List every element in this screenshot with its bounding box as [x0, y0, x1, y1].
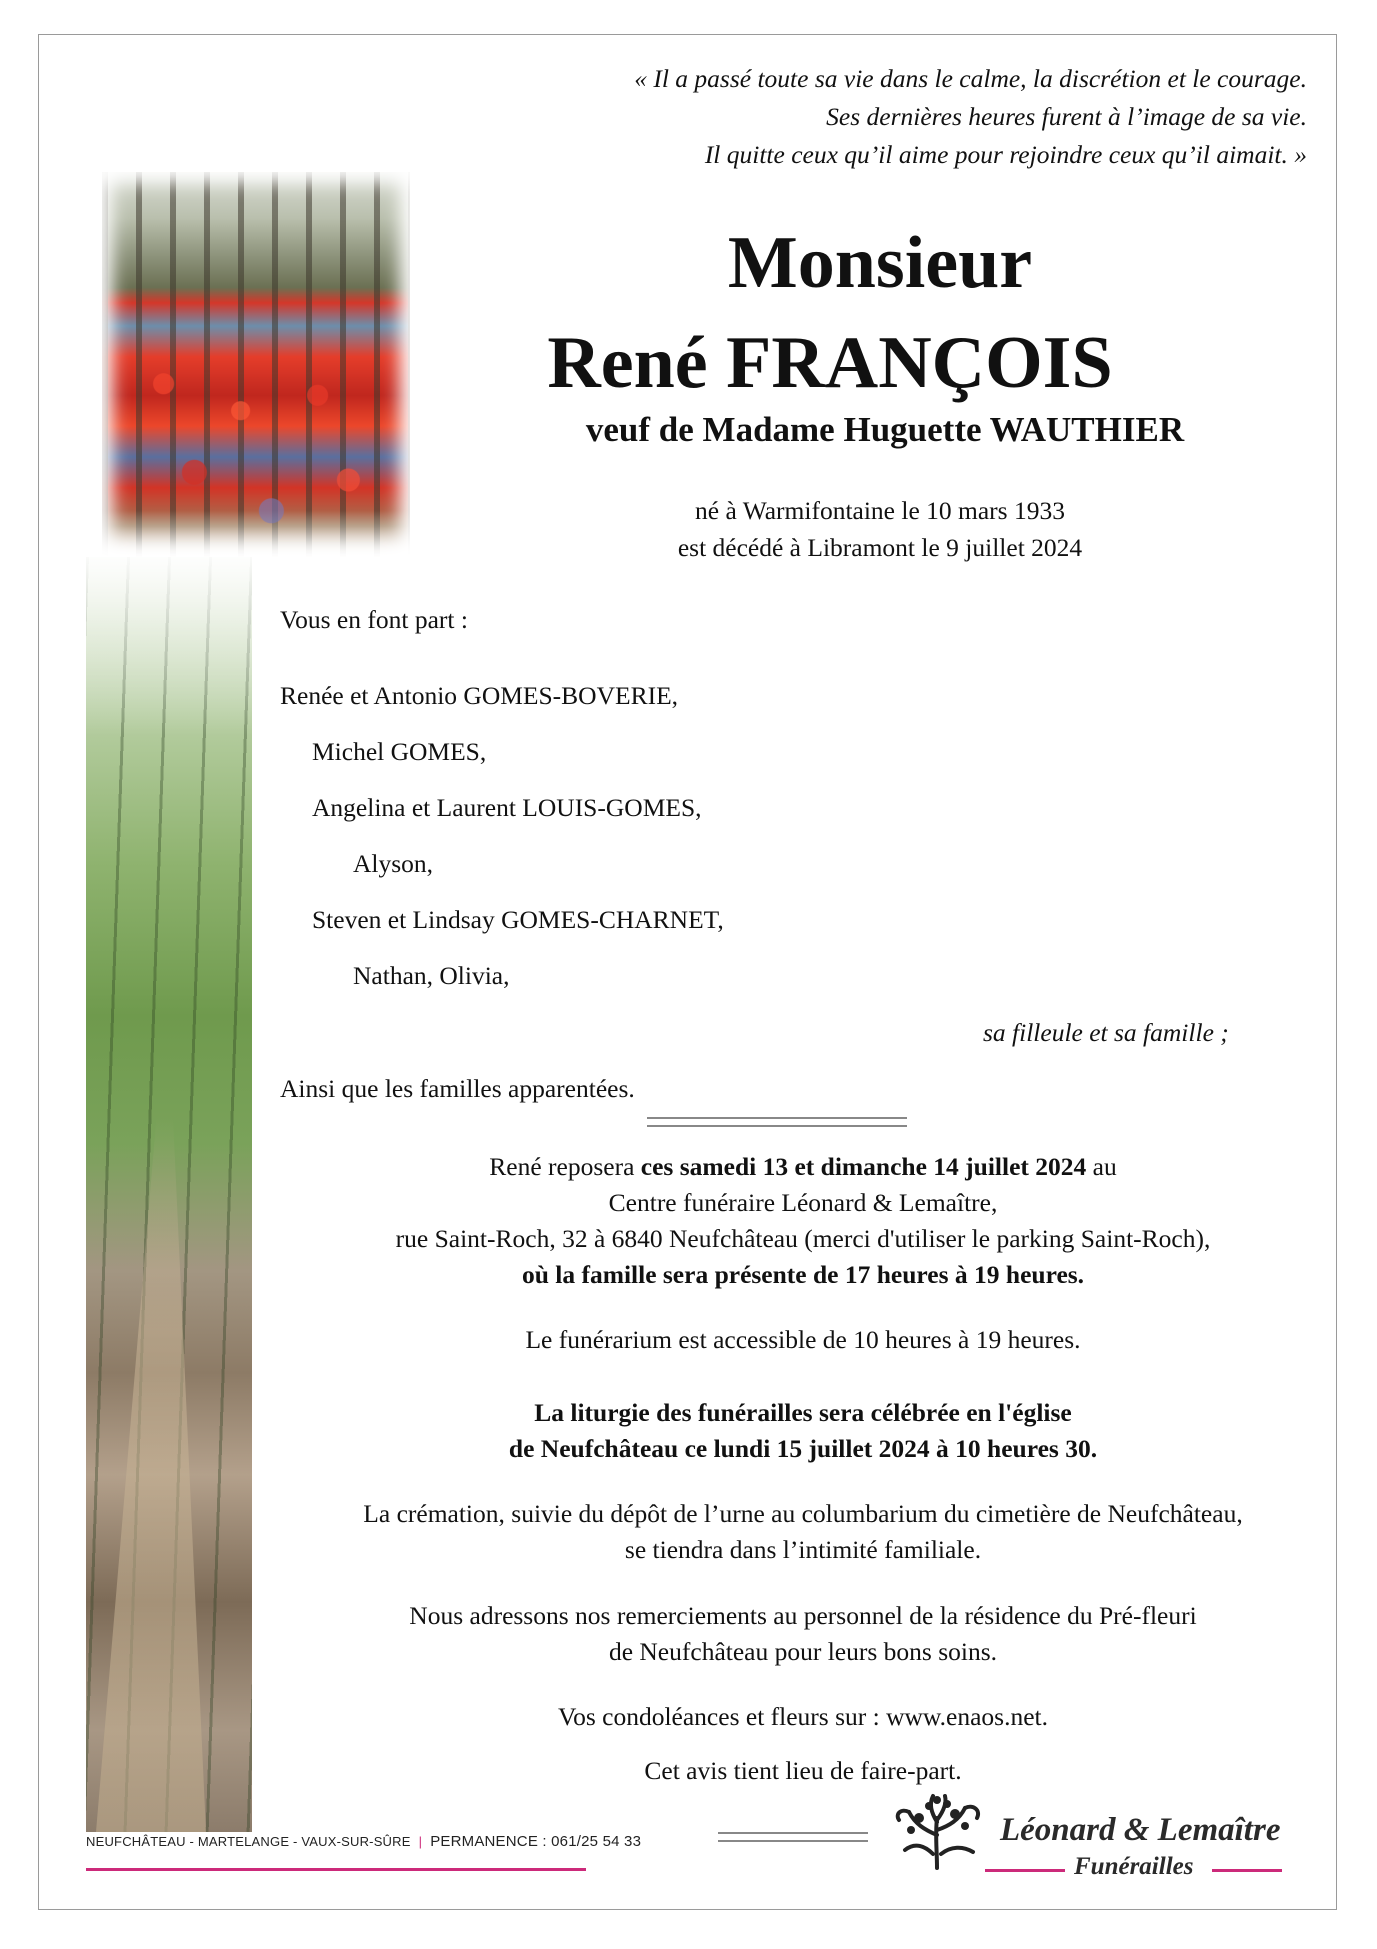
footer-accent-line	[86, 1868, 586, 1871]
viewing-pre: René reposera	[489, 1152, 641, 1181]
cremation-line: La crémation, suivie du dépôt de l’urne au columbarium du cimetière de Neufchâteau,	[363, 1499, 1243, 1528]
forest-path-photo	[86, 557, 252, 1832]
quote-line: « Il a passé toute sa vie dans le calme, la discrétion et le courage.	[634, 64, 1307, 93]
viewing-line-3: rue Saint-Roch, 32 à 6840 Neufchâteau (merci d'utiliser le parking Saint-Roch),	[395, 1224, 1211, 1253]
viewing-dates: ces samedi 13 et dimanche 14 juillet 2024	[640, 1152, 1087, 1181]
viewing-line-2: Centre funéraire Léonard & Lemaître,	[608, 1188, 998, 1217]
tree-logo-icon	[885, 1790, 990, 1870]
tulip-garden-photo	[102, 172, 410, 557]
quote-line: Il quitte ceux qu’il aime pour rejoindre ceux qu’il aimait. »	[704, 140, 1307, 169]
footer-info	[86, 1833, 641, 1850]
viewing-info	[268, 1149, 1338, 1293]
notice-line: Cet avis tient lieu de faire-part.	[644, 1756, 962, 1785]
logo-name: Léonard & Lemaître	[1000, 1812, 1281, 1848]
birth-line: né à Warmifontaine le 10 mars 1933	[695, 496, 1065, 525]
liturgy-info	[268, 1395, 1338, 1467]
spouse-line: veuf de Madame Huguette WAUTHIER	[585, 410, 1185, 449]
footer-locations: NEUFCHÂTEAU - MARTELANGE - VAUX-SUR-SÛRE	[86, 1834, 411, 1849]
viewing-line-1	[268, 1149, 1338, 1185]
family-member: Michel GOMES,	[312, 737, 487, 766]
logo-subtitle: Funérailles	[1074, 1853, 1194, 1880]
section-divider	[647, 1117, 907, 1127]
family-member: Steven et Lindsay GOMES-CHARNET,	[312, 905, 724, 934]
footer-separator: |	[418, 1834, 423, 1849]
family-role: sa filleule et sa famille ;	[983, 1018, 1229, 1047]
logo-accent-left	[985, 1869, 1065, 1872]
family-member: Alyson,	[353, 849, 434, 878]
viewing-line-4: où la famille sera présente de 17 heures à 19 heures.	[521, 1260, 1085, 1289]
cremation-info	[268, 1496, 1338, 1568]
footer-permanence: PERMANENCE : 061/25 54 33	[430, 1833, 642, 1850]
family-member: Angelina et Laurent LOUIS-GOMES,	[312, 793, 702, 822]
viewing-post: au	[1086, 1152, 1117, 1181]
logo-rule	[718, 1832, 868, 1842]
access-hours: Le funérarium est accessible de 10 heures à 19 heures.	[525, 1325, 1081, 1354]
family-member: Nathan, Olivia,	[353, 961, 510, 990]
quote-line: Ses dernières heures furent à l’image de sa vie.	[826, 102, 1307, 131]
logo-accent-right	[1212, 1869, 1282, 1872]
death-line: est décédé à Libramont le 9 juillet 2024	[677, 533, 1083, 562]
honorific: Monsieur	[727, 222, 1033, 304]
related-families: Ainsi que les familles apparentées.	[280, 1074, 635, 1103]
condolences-line: Vos condoléances et fleurs sur : www.enaos.net.	[557, 1702, 1049, 1731]
announce-intro: Vous en font part :	[280, 605, 468, 634]
life-dates	[480, 492, 1280, 566]
epitaph-quote	[307, 60, 1307, 174]
cremation-line: se tiendra dans l’intimité familiale.	[624, 1535, 982, 1564]
thanks-line: de Neufchâteau pour leurs bons soins.	[608, 1637, 998, 1666]
family-member: Renée et Antonio GOMES-BOVERIE,	[280, 681, 679, 710]
liturgy-line: La liturgie des funérailles sera célébrée en l'église	[534, 1398, 1072, 1427]
liturgy-line: de Neufchâteau ce lundi 15 juillet 2024 à 10 heures 30.	[508, 1434, 1098, 1463]
deceased-name: René FRANÇOIS	[547, 322, 1113, 404]
thanks-line: Nous adressons nos remerciements au personnel de la résidence du Pré-fleuri	[409, 1601, 1197, 1630]
thanks-info	[268, 1598, 1338, 1670]
